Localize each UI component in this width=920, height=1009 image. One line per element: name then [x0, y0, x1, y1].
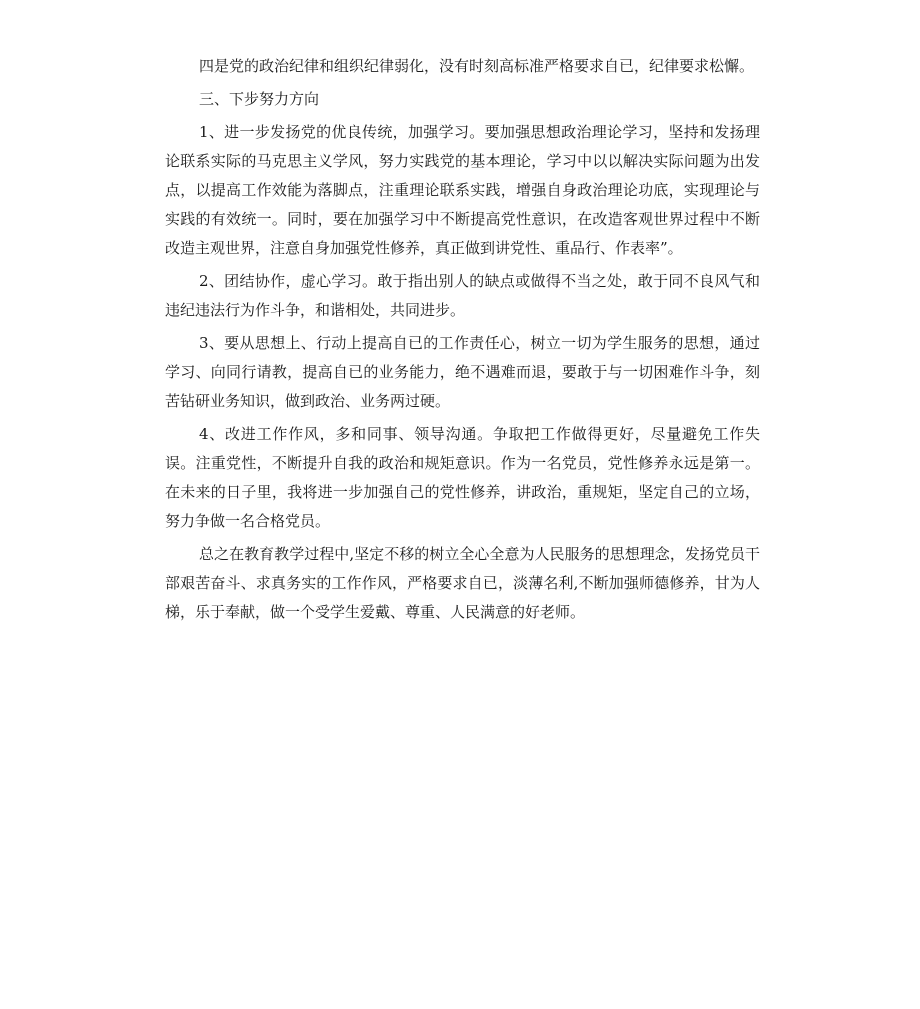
- paragraph-item-2: 2、团结协作，虚心学习。敢于指出别人的缺点或做得不当之处，敢于同不良风气和违纪违法行为作斗争，和谐相处，共同进步。: [165, 272, 760, 319]
- paragraph-discipline: 四是党的政治纪律和组织纪律弱化，没有时刻高标准严格要求自已，纪律要求松懈。: [199, 57, 755, 75]
- paragraph-item-1: 1、进一步发扬党的优良传统，加强学习。要加强思想政治理论学习，坚持和发扬理论联系实际的马克思主义学风，努力实践党的基本理论，学习中以以解决实际问题为出发点，以提高工作效能为落脚点，注重理论联系实践，增强自身政治理论功底，实现理论与实践的有效统一。同时，要在加强学习中不断提高党性意识，在改造客观世界过程中不断改造主观世界，注意自身加强党性修养，真正做到讲党性、重品行、作表率”。: [165, 123, 760, 257]
- paragraph-item-4: 4、改进工作作风，多和同事、领导沟通。争取把工作做得更好，尽量避免工作失误。注重党性，不断提升自我的政治和规矩意识。作为一名党员，党性修养永远是第一。在未来的日子里，我将进一步加强自己的党性修养，讲政治，重规矩，坚定自己的立场，努力争做一名合格党员。: [165, 425, 760, 530]
- document-body: [165, 52, 760, 631]
- section-heading: 三、下步努力方向: [199, 90, 320, 108]
- paragraph-conclusion: 总之在教育教学过程中,坚定不移的树立全心全意为人民服务的思想理念，发扬党员干部艰苦奋斗、求真务实的工作作风，严格要求自已，淡薄名利,不断加强师德修养，甘为人梯，乐于奉献，做一个受学生爱戴、尊重、人民满意的好老师。: [165, 545, 760, 621]
- paragraph-item-3: 3、要从思想上、行动上提高自已的工作责任心，树立一切为学生服务的思想，通过学习、向同行请教，提高自已的业务能力，绝不遇难而退，要敢于与一切困难作斗争，刻苦钻研业务知识，做到政治、业务两过硬。: [165, 334, 760, 410]
